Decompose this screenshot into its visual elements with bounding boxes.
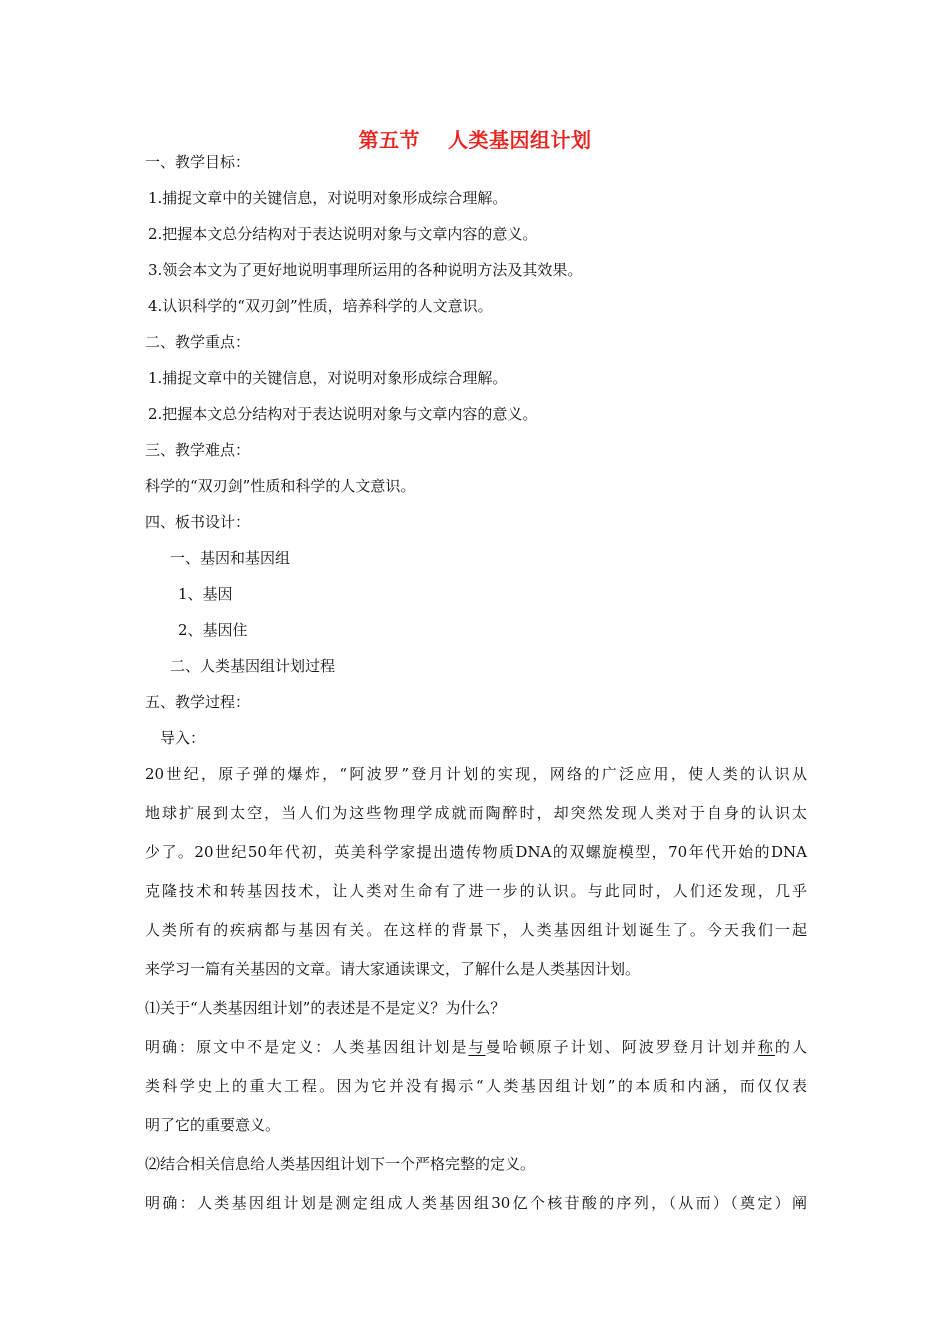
focus-item-2: 2.把握本文总分结构对于表达说明对象与文章内容的意义。	[148, 405, 538, 423]
board-item-3: 2、基因住	[178, 621, 248, 639]
focus-heading: 二、教学重点：	[145, 333, 251, 351]
answer-1-line-1	[145, 1037, 807, 1057]
page-title	[0, 124, 950, 153]
intro-line-5: 人类所有的疾病都与基因有关。在这样的背景下，人类基因组计划诞生了。今天我们一起	[145, 921, 807, 939]
answer-1-line-3: 明了它的重要意义。	[145, 1116, 281, 1134]
title-section-number: 第五节	[358, 128, 420, 152]
intro-label: 导入：	[160, 729, 206, 747]
answer-1-text-b: 曼哈顿原子计划、阿波罗登月计划并	[485, 1038, 758, 1056]
answer-2-line-1: 明确：人类基因组计划是测定组成人类基因组30亿个核苷酸的序列，（从而）（奠定）阐	[145, 1194, 807, 1212]
intro-line-1: 20世纪，原子弹的爆炸，“阿波罗”登月计划的实现，网络的广泛应用，使人类的认识从	[145, 765, 807, 783]
board-item-2: 1、基因	[178, 585, 233, 603]
answer-1-text-c: 的人	[774, 1038, 807, 1056]
difficulty-text: 科学的“双刃剑”性质和科学的人文意识。	[145, 477, 416, 495]
intro-line-4: 克隆技术和转基因技术，让人类对生命有了进一步的认识。与此同时，人们还发现，几乎	[145, 882, 807, 900]
goals-heading: 一、教学目标：	[145, 153, 251, 171]
answer-1-line-2: 类科学史上的重大工程。因为它并没有揭示“人类基因组计划”的本质和内涵，而仅仅表	[145, 1077, 807, 1095]
board-item-1: 一、基因和基因组	[170, 549, 291, 567]
goal-item-4: 4.认识科学的“双刃剑”性质，培养科学的人文意识。	[148, 297, 493, 315]
difficulty-heading: 三、教学难点：	[145, 441, 251, 459]
goal-item-2: 2.把握本文总分结构对于表达说明对象与文章内容的意义。	[148, 225, 538, 243]
focus-item-1: 1.捕捉文章中的关键信息，对说明对象形成综合理解。	[148, 369, 508, 387]
title-topic: 人类基因组计划	[448, 128, 592, 152]
underlined-word-cheng: 称	[757, 1038, 775, 1056]
underlined-word-yu: 与	[468, 1038, 486, 1056]
goal-item-1: 1.捕捉文章中的关键信息，对说明对象形成综合理解。	[148, 189, 508, 207]
answer-1-text-a: 明确：原文中不是定义：人类基因组计划是	[145, 1038, 469, 1056]
board-heading: 四、板书设计：	[145, 513, 251, 531]
goal-item-3: 3.领会本文为了更好地说明事理所运用的各种说明方法及其效果。	[148, 261, 583, 279]
process-heading: 五、教学过程：	[145, 693, 251, 711]
board-item-4: 二、人类基因组计划过程	[170, 657, 336, 675]
intro-line-2: 地球扩展到太空，当人们为这些物理学成就而陶醉时，却突然发现人类对于自身的认识太	[145, 804, 807, 822]
question-1: ⑴关于“人类基因组计划”的表述是不是定义？为什么？	[145, 999, 506, 1017]
question-2: ⑵结合相关信息给人类基因组计划下一个严格完整的定义。	[145, 1155, 536, 1173]
intro-line-3: 少了。20世纪50年代初，英美科学家提出遗传物质DNA的双螺旋模型，70年代开始的DNA	[145, 843, 807, 861]
intro-line-6: 来学习一篇有关基因的文章。请大家通读课文，了解什么是人类基因计划。	[145, 960, 641, 978]
